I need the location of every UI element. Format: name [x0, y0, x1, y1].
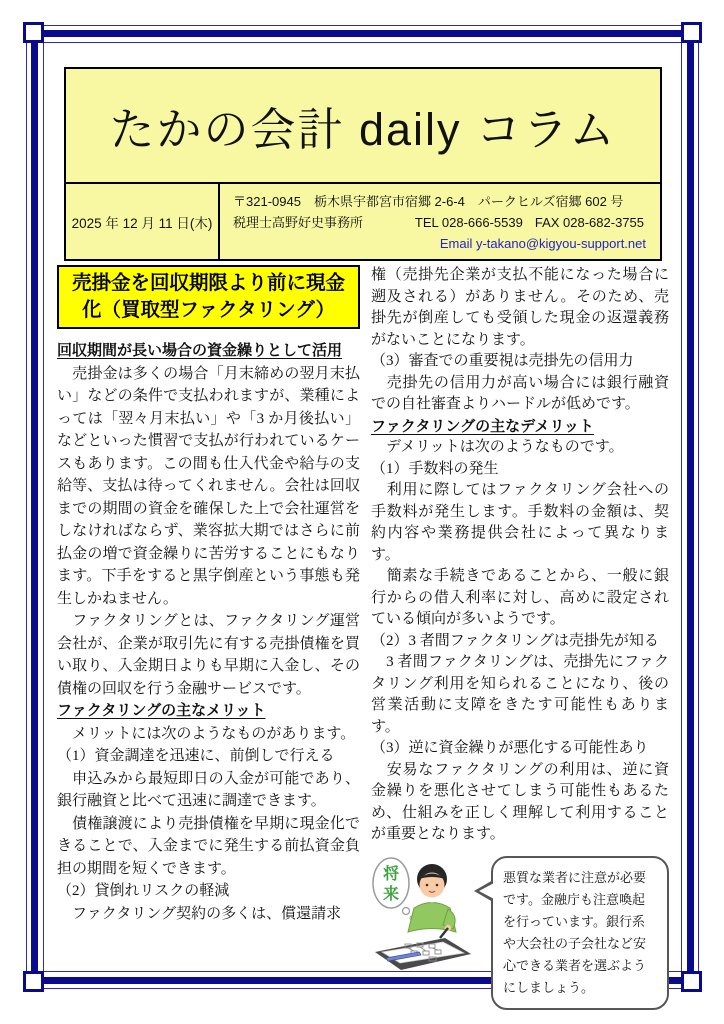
thought-text: 将 — [382, 865, 400, 883]
paragraph: ファクタリング契約の多くは、償還請求 — [57, 905, 342, 922]
article-headline: 売掛金を回収期限より前に現金化（買取型ファクタリング） — [57, 265, 360, 329]
paragraph: ファクタリングとは、ファクタリング運営会社が、企業が取引先に有する売掛債権を買い取り、入金期日よりも早期に入金し、その債権の回収を行う金融サービスです。 — [57, 613, 360, 697]
office-contact-block — [220, 184, 660, 259]
list-item-heading: （3）審査での重要視は売掛先の信用力 — [371, 353, 634, 369]
list-item-heading: （2）3 者間ファクタリングは売掛先が知る — [371, 632, 659, 649]
list-item-heading: （1）資金調達を迅速に、前倒しで行える — [57, 748, 335, 764]
advice-callout — [371, 854, 669, 1010]
issue-date: 2025 年 12 月 11 日(木) — [66, 184, 220, 259]
office-fax: FAX 028-682-3755 — [534, 215, 644, 230]
article-columns — [57, 265, 676, 1010]
thought-bubble-icon — [373, 858, 414, 920]
office-tel-fax — [415, 212, 648, 233]
masthead-info-row — [66, 182, 660, 259]
list-item-heading: （1）手数料の発生 — [371, 460, 499, 477]
list-item-heading: （3）逆に資金繰りが悪化する可能性あり — [371, 740, 649, 756]
office-name-tel-row — [233, 212, 648, 233]
page-content — [48, 46, 676, 1010]
section-heading: 回収期間が長い場合の資金繰りとして活用 — [57, 342, 343, 359]
thought-text: 来 — [382, 885, 400, 903]
paragraph: 権（売掛先企業が支払不能になった場合に遡及される）がありません。そのため、売掛先が倒産しても受領した現金の返還義務がないことになります。 — [371, 267, 669, 348]
list-item-heading: （2）貸倒れリスクの軽減 — [57, 883, 230, 899]
paragraph: 債権譲渡により売掛債権を早期に現金化できることで、入金までに発生する前払資金負担の期間を短くできます。 — [57, 815, 360, 877]
border-corner-ornament — [23, 971, 44, 992]
person-icon — [408, 864, 456, 938]
section-heading: ファクタリングの主なデメリット — [371, 417, 594, 435]
office-address: 〒321-0945 栃木県宇都宮市宿郷 2-6-4 パークヒルズ宿郷 602 号 — [233, 194, 624, 209]
paragraph: 簡素な手続きであることから、一般に銀行からの借入利率に対し、高めに設定されている傾向が多いようです。 — [371, 568, 669, 627]
paragraph: メリットには次のようなものがあります。 — [57, 725, 356, 742]
office-name: 税理士高野好史事務所 — [233, 215, 364, 230]
column-left — [57, 265, 360, 1010]
newsletter-title: たかの会計 daily コラム — [109, 104, 617, 155]
paragraph: 安易なファクタリングの利用は、逆に資金繰りを悪化させてしまう可能性もあるため、仕組みを正しく理解して利用することが重要となります。 — [371, 761, 669, 842]
speech-bubble-text: 悪質な業者に注意が必要です。金融庁も注意喚起を行っています。銀行系や大会社の子会社など安心できる業者を選ぶようにしましょう。 — [503, 869, 647, 995]
office-email: Email y-takano@kigyou-support.net — [439, 236, 646, 251]
border-corner-ornament — [681, 22, 702, 43]
masthead — [64, 67, 662, 261]
paragraph: 利用に際してはファクタリング会社への手数料が発生します。手数料の金額は、契約内容や業務提供会社によって異なります。 — [371, 482, 669, 563]
writer-illustration — [371, 854, 475, 972]
column-right — [371, 265, 669, 1010]
paragraph: デメリットは次のようなものです。 — [371, 439, 624, 455]
paragraph: 3 者間ファクタリングは、売掛先にファクタリング利用を知られることになり、後の営業活動に支障をきたす可能性もあります。 — [371, 654, 669, 735]
paragraph: 申込みから最短即日の入金が可能であり、銀行融資と比べて迅速に調達できます。 — [57, 770, 360, 809]
drawing-board-icon — [375, 938, 471, 970]
border-corner-ornament — [23, 22, 44, 43]
paragraph: 売掛先の信用力が高い場合には銀行融資での自社審査よりハードルが低めです。 — [371, 374, 669, 412]
border-corner-ornament — [681, 971, 702, 992]
paragraph: 売掛金は多くの場合「月末締めの翌月末払い」などの条件で支払われますが、業種によっては「翌々月末払い」や「3 か月後払い」などといった慣習で支払が行われているケースもあります。この間も仕入代金や給与の支給等、支払は待ってくれません。会社は回収までの期間の資金を確保した上で会社運営をしなければならず、業容拡大期ではさらに前払金の増で資金繰りに苦労することにもなります。下手をすると黒字倒産という事態も発生しかねません。 — [57, 365, 360, 607]
office-tel: TEL 028-666-5539 — [414, 215, 523, 230]
section-heading: ファクタリングの主なメリット — [57, 702, 266, 719]
speech-bubble — [491, 856, 669, 1010]
